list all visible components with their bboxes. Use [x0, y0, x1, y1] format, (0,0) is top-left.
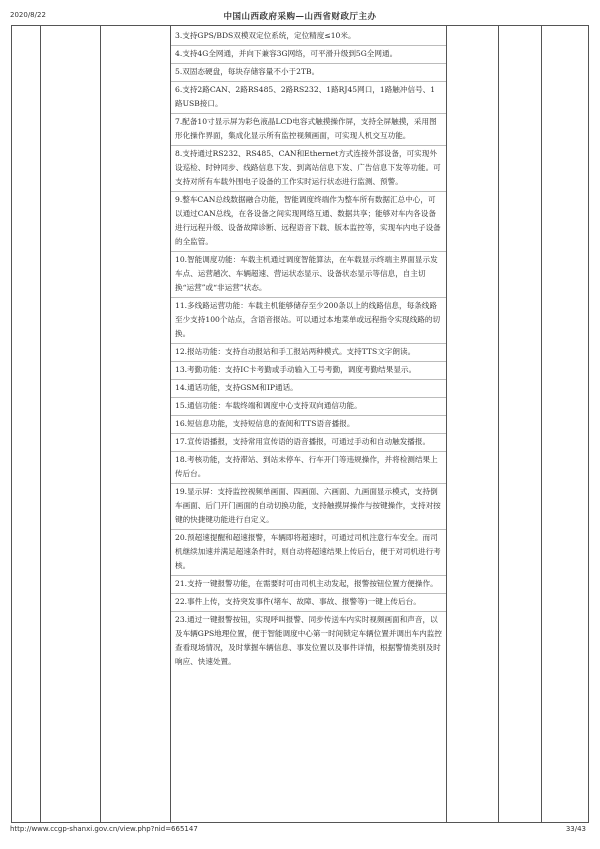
- requirements-cell: [171, 28, 446, 671]
- table-col-divider: [498, 26, 499, 822]
- requirement-item: 16.短信息功能，支持短信息的查阅和TTS语音播报。: [171, 416, 446, 434]
- table-border-left: [11, 26, 12, 822]
- requirement-item: 20.预超速提醒和超速报警，车辆即将超速时，可通过司机注意行车安全。而司机继续加速并满足超速条件时，则自动将超速结果上传后台，便于对司机进行考核。: [171, 530, 446, 576]
- requirement-item: 23.通过一键报警按钮，实现呼叫报警、同步传送车内实时视频画面和声音，以及车辆GPS地理位置，便于智能调度中心第一时间锁定车辆位置并调出车内监控查看现场情况，及时掌握车辆信息、事发位置以及事件详情，根据警情类别及时响应、快速处置。: [175, 615, 442, 666]
- site-title: 中国山西政府采购—山西省财政厅主办: [223, 12, 377, 22]
- requirement-item: 15.通信功能：车载终端和调度中心支持双向通信功能。: [171, 398, 446, 416]
- requirement-item: 22.事件上传，支持突发事件(堵车、故障、事故、报警等)一键上传后台。: [171, 594, 446, 612]
- table-col-divider: [100, 26, 101, 822]
- requirement-item: 3.支持GPS/BDS双模双定位系统，定位精度≤10米。: [171, 28, 446, 46]
- requirement-item: 9.整车CAN总线数据融合功能，智能调度终端作为整车所有数据汇总中心，可以通过CAN总线，在各设备之间实现网络互通、数据共享；能够对车内各设备进行远程升级、设备故障诊断、远程语音下载、版本监控等，实现车内电子设备的全监管。: [171, 192, 446, 252]
- requirement-item: 10.智能调度功能：车载主机通过调度智能算法，在车载显示终端主界面显示发车点、运营趟次、车辆超速、营运状态显示、设备状态显示等信息，自主切换“运营”或“非运营”状态。: [171, 252, 446, 298]
- table-border-right: [588, 26, 589, 822]
- requirement-item: 7.配备10寸显示屏为彩色液晶LCD电容式触摸操作屏，支持全屏触摸，采用图形化操作界面，集成化显示所有监控视频画面，可实现人机交互功能。: [171, 114, 446, 146]
- table-col-divider: [446, 26, 447, 822]
- requirement-item: 6.支持2路CAN、2路RS485、2路RS232、1路RJ45网口，1路触冲信号、1路USB接口。: [171, 82, 446, 114]
- page-url-link[interactable]: http://www.ccgp-shanxi.gov.cn/view.php?nid=665147: [10, 825, 198, 833]
- requirement-item: 4.支持4G全网通，并向下兼容3G网络，可平滑升级到5G全网通。: [171, 46, 446, 64]
- page-number: 33/43: [565, 825, 586, 833]
- table-col-divider: [40, 26, 41, 822]
- print-date: 2020/8/22: [10, 11, 46, 19]
- requirement-item: 21.支持一键报警功能，在需要时可由司机主动发起，报警按钮位置方便操作。: [171, 576, 446, 594]
- requirement-item: 14.通话功能，支持GSM和IP通话。: [171, 380, 446, 398]
- requirement-item: 17.宣传语播报，支持常用宣传语的语音播报，可通过手动和自动触发播报。: [171, 434, 446, 452]
- spec-table: [11, 25, 589, 823]
- requirement-item: 8.支持通过RS232、RS485、CAN和Ethernet方式连接外部设备，可实现外设巡检、时钟同步、线路信息下发、到离站信息下发、广告信息下发等功能。可支持对所有车载外围电子设备的工作实时运行状态进行监测、预警。: [171, 146, 446, 192]
- requirement-item: 13.考勤功能：支持IC卡考勤或手动输入工号考勤，调度考勤结果显示。: [171, 362, 446, 380]
- requirement-item: 19.显示屏：支持监控视频单画面、四画面、六画面、九画面显示模式，支持倒车画面、后门开门画面的自动切换功能，支持触摸屏操作与按键操作，支持对按键的快捷键功能进行自定义。: [171, 484, 446, 530]
- table-col-divider: [541, 26, 542, 822]
- requirement-item: 18.考核功能，支持滞站、到站未停车、行车开门等违规操作，并将检测结果上传后台。: [171, 452, 446, 484]
- requirement-item: 5.双固态硬盘，每块存储容量不小于2TB。: [171, 64, 446, 82]
- requirement-item: 11.多线路运营功能：车载主机能够储存至少200条以上的线路信息，每条线路至少支持100个站点，含语音报站。可以通过本地菜单或远程指令实现线路的切换。: [171, 298, 446, 344]
- requirement-item: 12.报站功能：支持自动报站和手工报站两种模式。支持TTS文字朗读。: [171, 344, 446, 362]
